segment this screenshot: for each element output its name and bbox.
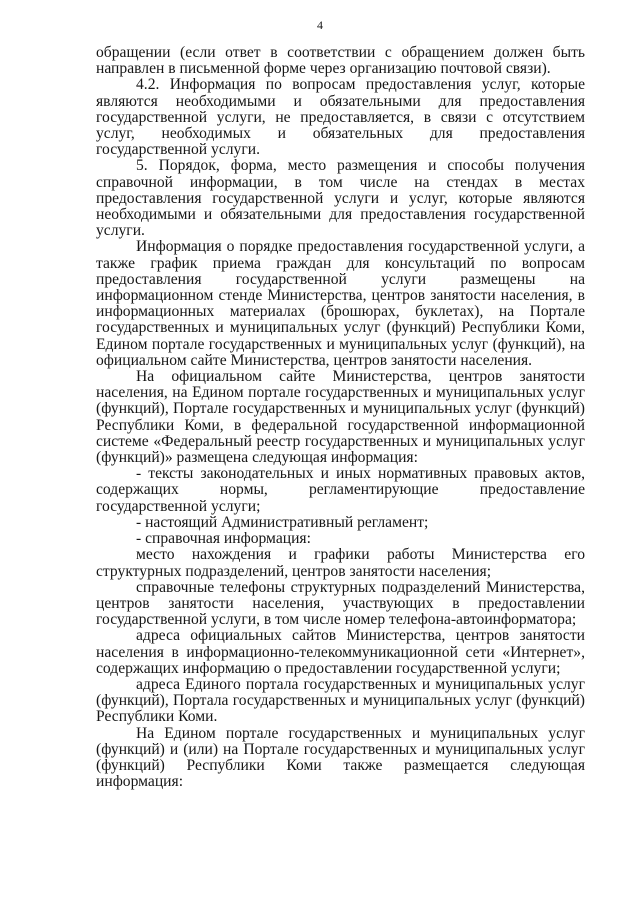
paragraph: обращении (если ответ в соответствии с обращением должен быть направлен в письменной форме через организацию почтовой связи). bbox=[96, 44, 585, 78]
paragraph: - тексты законодательных и иных нормативных правовых актов, содержащих нормы, регламентирующие предоставление государственной услуги; bbox=[96, 465, 585, 515]
paragraph: На Едином портале государственных и муниципальных услуг (функций) и (или) на Портале государственных и муниципальных услуг (функций) Республики Коми также размещается следующая информация: bbox=[96, 724, 585, 791]
paragraph: - настоящий Административный регламент; bbox=[136, 513, 429, 531]
paragraph: справочные телефоны структурных подразделений Министерства, центров занятости населения, участвующих в предоставлении государственной услуги, в том числе номер телефона-автоинформатора; bbox=[96, 578, 585, 629]
paragraph: На официальном сайте Министерства, центров занятости населения, на Едином портале государственных и муниципальных услуг (функций), Портале государственных и муниципальных услуг (функций) Республики Коми, в федеральной государственной информационной системе «Федеральный реестр государственных и муниципальных услуг (функций)» размещена следующая информация: bbox=[96, 368, 585, 467]
paragraph: 5. Порядок, форма, место размещения и способы получения справочной информации, в том числе на стендах в местах предоставления государственной услуги и услуг, которые являются необходимыми и обязательными для предоставления государственной услуги. bbox=[96, 157, 585, 240]
paragraph: место нахождения и графики работы Министерства его структурных подразделений, центров занятости населения; bbox=[96, 546, 585, 580]
paragraph: 4.2. Информация по вопросам предоставления услуг, которые являются необходимыми и обязательными для предоставления государственной услуги, не предоставляется, в связи с отсутствием услуг, необходимых и обязательных для предоставления государственной услуги. bbox=[96, 76, 585, 159]
page-number: 4 bbox=[317, 18, 323, 32]
paragraph: адреса официальных сайтов Министерства, центров занятости населения в информационно-телекоммуникационной сети «Интернет», содержащих информацию о предоставлении государственной услуги; bbox=[96, 627, 585, 677]
paragraph: - справочная информация: bbox=[136, 530, 311, 548]
paragraph: адреса Единого портала государственных и муниципальных услуг (функций), Портала государственных и муниципальных услуг (функций) Республики Коми. bbox=[96, 675, 585, 726]
document-body bbox=[96, 45, 585, 790]
paragraph: Информация о порядке предоставления государственной услуги, а также график приема граждан для консультаций по вопросам предоставления государственной услуги размещены на информационном стенде Министерства, центров занятости населения, в информационных материалах (брошюрах, буклетах), на Портале государственных и муниципальных услуг (функций) Республики Коми, Едином портале государственных и муниципальных услуг (функций), на официальном сайте Министерства, центров занятости населения. bbox=[96, 238, 585, 369]
